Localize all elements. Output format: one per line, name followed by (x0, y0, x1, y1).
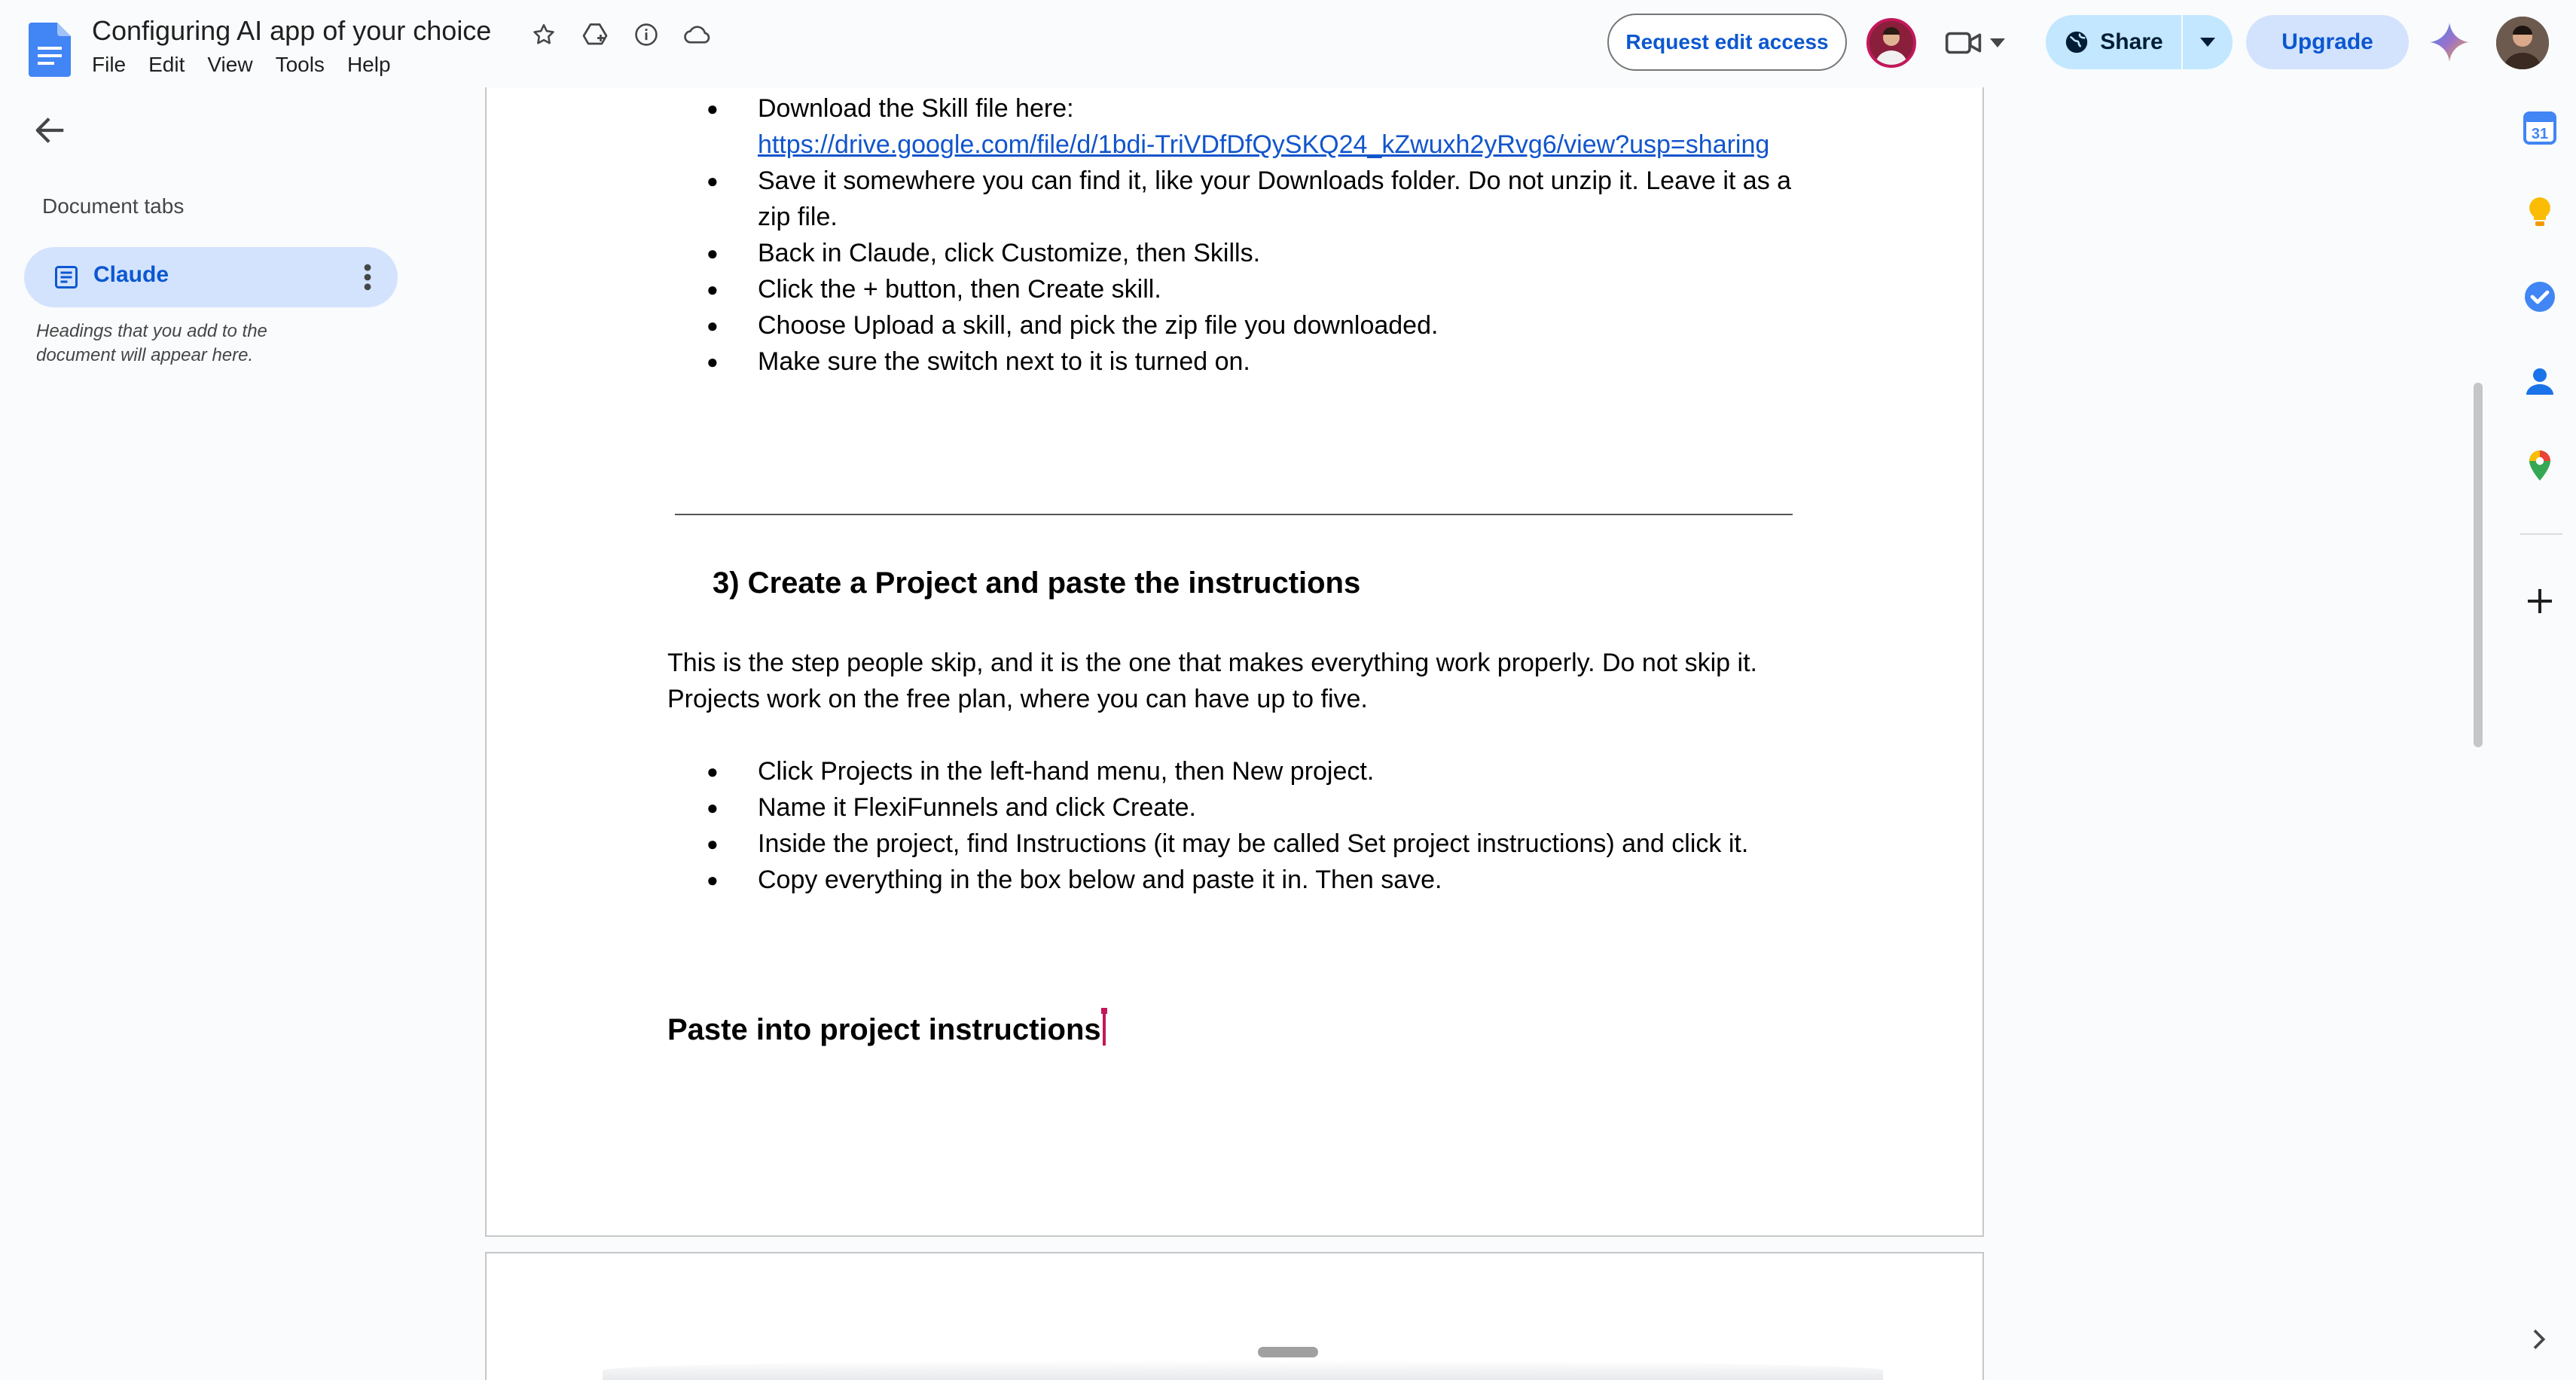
skill-steps-list (708, 90, 1808, 380)
document-title[interactable]: Configuring AI app of your choice (92, 15, 492, 46)
vertical-scrollbar[interactable] (2474, 383, 2483, 747)
list-item-text: Click the + button, then Create skill. (758, 275, 1161, 304)
rail-divider (2520, 533, 2562, 535)
upgrade-button[interactable]: Upgrade (2246, 15, 2409, 69)
project-steps-list (708, 753, 1808, 898)
list-item-text: Download the Skill file here: (758, 94, 1074, 123)
list-item (708, 862, 1808, 898)
svg-text:31: 31 (2531, 126, 2549, 142)
chevron-right-icon[interactable] (2523, 1324, 2553, 1354)
list-item-text: Name it FlexiFunnels and click Create. (758, 793, 1197, 822)
list-item (708, 163, 1808, 235)
collaborator-avatar[interactable] (1866, 18, 1916, 68)
document-tab-claude[interactable] (24, 247, 398, 307)
share-button[interactable] (2046, 15, 2181, 69)
docs-logo-icon[interactable] (29, 23, 71, 77)
video-call-icon (1945, 29, 1982, 56)
section-heading: 3) Create a Project and paste the instructions (713, 566, 1361, 600)
document-tab-label: Claude (93, 262, 169, 287)
keep-icon[interactable] (2522, 194, 2558, 231)
horizontal-rule (675, 514, 1793, 515)
back-arrow-icon[interactable] (33, 113, 68, 148)
more-options-icon[interactable] (354, 261, 381, 294)
contacts-icon[interactable] (2522, 363, 2558, 399)
page-shadow (603, 1360, 1883, 1380)
list-item-text: Copy everything in the box below and paste it in. Then save. (758, 866, 1442, 894)
document-tabs-heading: Document tabs (42, 194, 185, 218)
info-icon[interactable] (630, 18, 663, 51)
share-button-group (2046, 15, 2233, 69)
star-icon[interactable] (527, 18, 560, 51)
document-tab-icon (53, 264, 80, 291)
cloud-status-icon[interactable] (681, 18, 714, 51)
text-cursor (1103, 1012, 1106, 1046)
list-item (708, 307, 1808, 343)
title-actions (527, 18, 714, 51)
list-item (708, 789, 1808, 826)
list-item-text: Click Projects in the left-hand menu, then New project. (758, 757, 1375, 786)
section-paragraph: This is the step people skip, and it is the one that makes everything work properly. Do not skip it. Projects work on the free plan, where you can have up to five. (667, 649, 1757, 713)
list-item (708, 343, 1808, 380)
menu-bar (92, 53, 391, 77)
gemini-icon[interactable] (2430, 23, 2469, 62)
list-item-text: Back in Claude, click Customize, then Skills. (758, 239, 1261, 267)
list-item (708, 271, 1808, 307)
list-item-text: Choose Upload a skill, and pick the zip file you downloaded. (758, 311, 1439, 340)
globe-icon (2064, 29, 2089, 55)
share-dropdown[interactable] (2183, 15, 2233, 69)
menu-tools[interactable]: Tools (275, 53, 325, 76)
calendar-icon[interactable] (2522, 110, 2558, 146)
request-edit-access-button[interactable]: Request edit access (1607, 14, 1847, 71)
menu-view[interactable]: View (207, 53, 253, 76)
list-item-text: Inside the project, find Instructions (it may be called Set project instructions) and click it. (758, 829, 1749, 858)
add-icon[interactable] (2522, 583, 2558, 619)
drag-handle[interactable] (1258, 1347, 1318, 1357)
paste-heading-text: Paste into project instructions (667, 1013, 1101, 1046)
list-item (708, 753, 1808, 789)
skill-file-link[interactable]: https://drive.google.com/file/d/1bdi-TriVDfDfQySKQ24_kZwuxh2yRvg6/view?usp=sharing (758, 130, 1770, 159)
menu-file[interactable]: File (92, 53, 127, 76)
chevron-down-icon (1990, 38, 2005, 47)
side-panel-rail (2505, 87, 2576, 1380)
menu-help[interactable]: Help (346, 53, 391, 76)
maps-icon[interactable] (2522, 447, 2558, 484)
list-item (708, 235, 1808, 271)
menu-edit[interactable]: Edit (148, 53, 185, 76)
list-item (708, 90, 1808, 163)
tasks-icon[interactable] (2522, 279, 2558, 315)
paste-heading (667, 1012, 1106, 1047)
meet-button[interactable] (1945, 24, 2020, 62)
move-to-drive-icon[interactable] (578, 18, 612, 51)
app-header (0, 0, 2576, 87)
share-label: Share (2100, 29, 2163, 54)
list-item-text: Save it somewhere you can find it, like your Downloads folder. Do not unzip it. Leave it as a zip file. (758, 166, 1792, 231)
list-item-text: Make sure the switch next to it is turned on. (758, 347, 1250, 376)
headings-hint: Headings that you add to the document will appear here. (36, 321, 267, 365)
list-item (708, 826, 1808, 862)
chevron-down-icon (2200, 38, 2215, 47)
account-avatar[interactable] (2496, 17, 2549, 69)
